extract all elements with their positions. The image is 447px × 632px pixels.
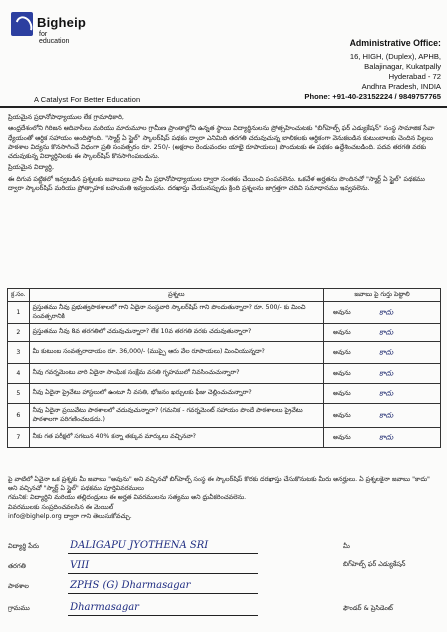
yes-option: అవును bbox=[333, 411, 351, 419]
intro-paragraph: ఆంధ్రదేశంలోని గిరిజన ఆదివాసీలు మరియు మారుమూల గ్రామీణ ప్రాంతాల్లోని ఉన్నత స్థాయి విద్యార్థినులను ప్రోత్సహించుటకు "బిగ్‌హెల్ప్ ఫర్ ఎడ్యుకేషన్" సంస్థ సామాజిక సేవా ధ్యేయంతో ఆర్థిక సహాయం అందిస్తోంది. "స్మార్ట్ ఏ స్టైల్" స్కాలర్‌షిప్ పథకం ద్వారా ఎనిమిది తరగతి చదువుచున్న బాలికలకు ఆర్థికంగా వెనుకబడిన కుటుంబాలకు చెందిన పిల్లలు పాఠశాల విద్యను కొనసాగించే విధంగా ప్రతి సంవత్సరం రూ. 250/- (అక్షరాల రెండువందల యాభై రూపాయలు) పొందుటకు ఈ పథకం ఉద్దేశించబడింది. పదవ తరగతి వరకు చదువుకున్న విద్యార్థినిలకు ఈ స్కాలర్‌షిప్ కొనసాగింపబడును. bbox=[8, 124, 435, 161]
row-number: 4 bbox=[8, 364, 30, 384]
instruction-paragraph: ఈ దిగువ పట్టికలో ఇవ్వబడిన ప్రశ్నలకు జవాబులు వ్రాసి మీ ప్రధానోపాధ్యాయుల ద్వారా సంతకం చేయించి పంపవలెను. ఒకవేళ అర్హతను పొందినచో "స్మార్ట్ ఏ స్టైల్" పథకము ద్వారా స్కాలర్‌షిప్ మరియు ప్రోత్సాహక బహుమతి ఇవ్వబడును. దరఖాస్తు చేయునప్పుడు క్రింది ప్రశ్నలను జాగ్రత్తగా చదివి సమాధానము ఇవ్వవలెను. bbox=[8, 174, 425, 193]
email-line: info@bighelp.org ద్వారా గాని తెలుసుకోవచ్చు. bbox=[8, 513, 132, 520]
address-line: Hyderabad - 72 bbox=[388, 72, 441, 81]
answer-cell bbox=[324, 428, 441, 448]
handwritten-answer: కాదు bbox=[379, 368, 394, 377]
brand-name: Bigheip bbox=[37, 15, 87, 30]
name-underline bbox=[68, 553, 258, 554]
address-line: Andhra Pradesh, INDIA bbox=[361, 82, 441, 91]
handwritten-answer: కాదు bbox=[379, 327, 394, 336]
question-text: నీవు ఏదైనా ప్రయివేటు పాఠశాలలో చదువుచున్నారా? (గమనిక - గవర్నమెంట్ సహాయం పొందే పాఠశాలలు ప్రైవేటు పాఠశాలగా పరిగణించబడదు.) bbox=[29, 404, 323, 428]
answer-header: జవాబు పై గుర్తు పెట్టాలి bbox=[324, 289, 441, 302]
question-text: నీవు ఏదైనా ప్రైవేటు హాస్టలులో ఉంటూ నీ వసతి, భోజనం ఖర్చులకు ఫీజు చెల్లించుచున్నారా? bbox=[29, 384, 323, 404]
name-label: విద్యార్థి పేరు bbox=[8, 542, 40, 550]
header-divider bbox=[0, 106, 447, 108]
row-number: 5 bbox=[8, 384, 30, 404]
handwritten-answer: కాదు bbox=[379, 432, 394, 441]
student-name-value: DALIGAPU JYOTHENA SRI bbox=[70, 540, 209, 551]
village-label: గ్రామము bbox=[8, 604, 30, 612]
table-header-row bbox=[8, 289, 441, 302]
village-row bbox=[8, 602, 139, 614]
num-header: క్ర.సం. bbox=[8, 289, 30, 302]
yes-option: అవును bbox=[333, 308, 351, 316]
table-row bbox=[8, 428, 441, 448]
question-text: మీ కుటుంబ సంవత్సరాదాయం రూ. 36,000/- (ముప్పై ఆరు వేల రూపాయలు) మించియున్నదా? bbox=[29, 342, 323, 364]
school-underline bbox=[68, 593, 258, 594]
table-row bbox=[8, 404, 441, 428]
answer-cell bbox=[324, 364, 441, 384]
yes-option: అవును bbox=[333, 328, 351, 336]
handwritten-answer: కాదు bbox=[379, 347, 394, 356]
organization-signoff: బిగ్‌హెల్ప్ ఫర్ ఎడ్యుకేషన్ bbox=[343, 560, 406, 568]
closing-note: గమనిక: విద్యార్థిని మరియు తల్లిదండ్రులు ఈ అర్హత వివరములను సత్యము అని ధ్రువీకరించవలెను. bbox=[8, 494, 247, 501]
closing-text bbox=[8, 476, 440, 523]
bighelp-logo bbox=[7, 6, 87, 76]
question-text: నీకు గత పరీక్షలో సగటున 40% కన్నా తక్కువ మార్కులు వచ్చినవా? bbox=[29, 428, 323, 448]
school-row bbox=[8, 580, 190, 592]
class-label: తరగతి bbox=[8, 562, 26, 570]
address-line: Balajinagar, Kukatpally bbox=[364, 62, 441, 71]
table-row bbox=[8, 324, 441, 342]
school-value: ZPHS (G) Dharmasagar bbox=[70, 580, 191, 591]
answer-cell bbox=[324, 302, 441, 324]
table-row bbox=[8, 384, 441, 404]
school-label: పాఠశాల bbox=[8, 582, 29, 590]
question-text: ప్రస్తుతము నీవు 8వ తరగతిలో చదువుచున్నారా? లేక 10వ తరగతి వరకు చదువుతున్నారా? bbox=[29, 324, 323, 342]
answer-cell bbox=[324, 342, 441, 364]
office-title: Administrative Office: bbox=[349, 38, 441, 48]
table-row bbox=[8, 302, 441, 324]
handwritten-answer: కాదు bbox=[379, 410, 394, 419]
row-number: 6 bbox=[8, 404, 30, 428]
yes-option: అవును bbox=[333, 433, 351, 441]
question-text: నీవు గవర్నమెంటు వారి ఏదైనా సాంఘిక సంక్షేమ వసతి గృహములో నివసించుచున్నారా? bbox=[29, 364, 323, 384]
yes-option: అవును bbox=[333, 348, 351, 356]
logo-icon bbox=[11, 12, 33, 36]
address-line: 16, HIGH, (Duplex), APHB, bbox=[349, 52, 441, 61]
signatory-title: ఫౌండర్ & ప్రెసిడెంట్ bbox=[343, 604, 393, 612]
brand-subtitle: for education bbox=[39, 31, 70, 45]
letter-body bbox=[8, 113, 440, 195]
contact-line: వివరములకు సంప్రదించవలసిన ఈ మెయిల్ bbox=[8, 503, 114, 511]
answer-cell bbox=[324, 384, 441, 404]
row-number: 3 bbox=[8, 342, 30, 364]
table-row bbox=[8, 342, 441, 364]
row-number: 1 bbox=[8, 302, 30, 324]
question-text: ప్రస్తుతము నీవు ప్రభుత్వపాఠశాలలో గాని ఏదైనా సంస్థవారి స్కాలర్‌షిప్ గాని పొందుతున్నారా? రూ. 500/- కు మించి సంవత్సరానికి bbox=[29, 302, 323, 324]
office-address bbox=[241, 38, 441, 101]
yes-option: అవును bbox=[333, 369, 351, 377]
answer-cell bbox=[324, 404, 441, 428]
closing-paragraph: పై వాటిలో ఏవైనా ఒక ప్రశ్నకు మీ జవాబు "అవును" అని వచ్చినచో బిగ్‌హెల్ప్ సంస్థ ఈ స్కాలర్‌షిప్ కొరకు దరఖాస్తు చేసుకొనుటకు మీరు అనర్హులు. ఏ ప్రశ్నలకైనా జవాబు "కాదు" అని వచ్చినచో "స్మార్ట్ ఏ స్టైల్" పథకము పూర్తివివరములు bbox=[8, 476, 430, 492]
table-row bbox=[8, 364, 441, 384]
signoff-salutation: మీ bbox=[343, 542, 350, 550]
yes-option: అవును bbox=[333, 389, 351, 397]
row-number: 7 bbox=[8, 428, 30, 448]
phone-line: Phone: +91-40-23152224 / 9849757765 bbox=[304, 92, 441, 101]
handwritten-answer: కాదు bbox=[379, 388, 394, 397]
question-header: ప్రశ్నలు bbox=[29, 289, 323, 302]
village-value: Dharmasagar bbox=[70, 602, 139, 613]
class-value: VIII bbox=[70, 560, 90, 571]
answer-cell bbox=[324, 324, 441, 342]
student-name-row bbox=[8, 540, 208, 552]
eligibility-table bbox=[7, 288, 441, 448]
class-row bbox=[8, 560, 89, 572]
class-underline bbox=[68, 573, 258, 574]
village-underline bbox=[68, 615, 258, 616]
tagline: A Catalyst For Better Education bbox=[34, 95, 141, 104]
handwritten-answer: కాదు bbox=[379, 307, 394, 316]
salutation: ప్రియమైన ప్రధానోపాధ్యాయుల లేక గ్రామాధికారి, bbox=[8, 113, 124, 121]
row-number: 2 bbox=[8, 324, 30, 342]
student-salutation: ప్రియమైన విద్యార్థి, bbox=[8, 163, 54, 172]
